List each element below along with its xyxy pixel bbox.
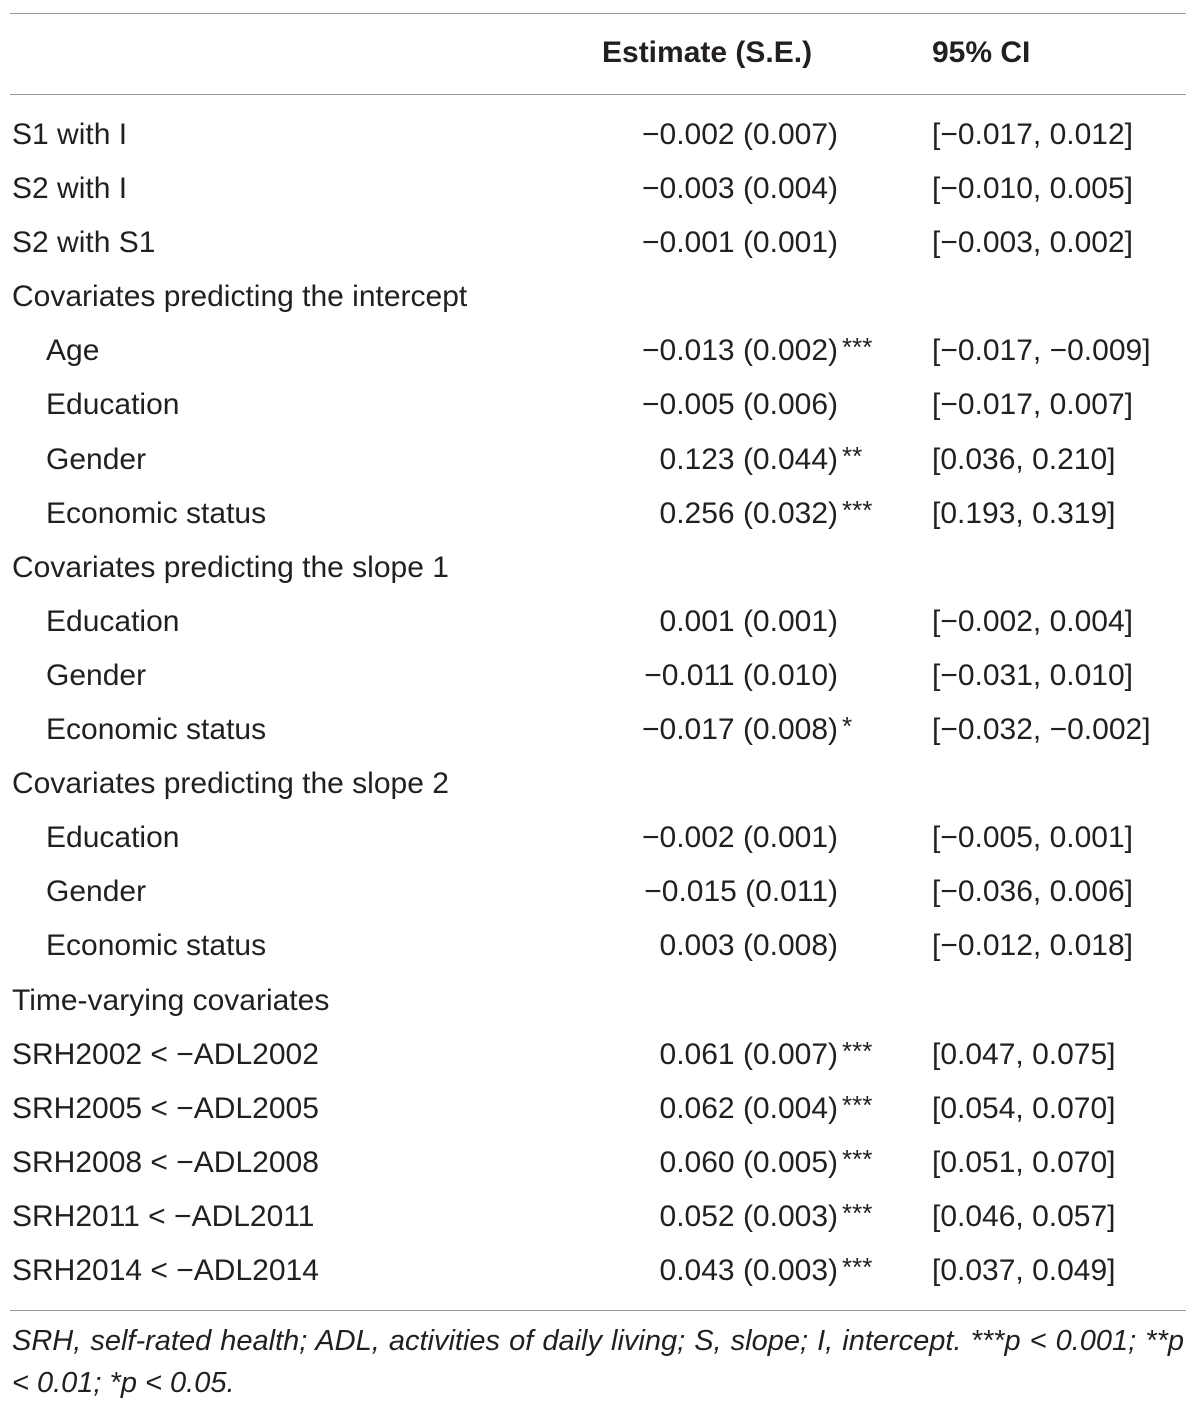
estimate-value: −0.017 (0.008) [642,713,838,747]
ci-cell: [−0.031, 0.010] [932,658,1134,692]
estimate-value: 0.123 (0.044) [659,442,838,476]
ci-cell: [−0.003, 0.002] [932,226,1134,260]
estimate-value: 0.062 (0.004) [659,1091,838,1125]
table-row [0,1190,1200,1244]
estimate-value: −0.013 (0.002) [642,334,838,368]
estimate-value: 0.060 (0.005) [659,1145,838,1179]
table-row [0,865,1200,919]
table-row [0,757,1200,811]
ci-cell: [0.037, 0.049] [932,1253,1116,1287]
row-label: Economic status [46,929,267,963]
ci-cell: [0.047, 0.075] [932,1037,1116,1071]
row-label: S2 with S1 [12,226,156,260]
row-label: Covariates predicting the slope 2 [12,767,449,801]
estimate-value: 0.003 (0.008) [659,929,838,963]
estimate-value: −0.003 (0.004) [642,172,838,206]
row-label: Gender [46,442,147,476]
ci-cell: [−0.010, 0.005] [932,172,1134,206]
estimate-value: −0.011 (0.010) [644,658,838,692]
estimate-value: −0.002 (0.007) [642,118,838,151]
table-row [0,1028,1200,1082]
estimate-value: −0.015 (0.011) [644,875,838,909]
row-label: Covariates predicting the slope 1 [12,550,449,584]
estimate-value: 0.043 (0.003) [659,1253,838,1287]
table-row [0,108,1200,162]
significance-stars: *** [842,1197,873,1228]
row-label: SRH2002 < −ADL2002 [12,1037,319,1071]
row-label: Covariates predicting the intercept [12,280,468,314]
estimate-value: −0.005 (0.006) [642,388,838,422]
table-row [0,595,1200,649]
row-label: Education [46,821,180,855]
ci-column-header: 95% CI [932,36,1031,69]
row-label: Age [46,334,100,368]
ci-cell: [0.051, 0.070] [932,1145,1116,1179]
table-row [0,324,1200,378]
significance-stars: *** [842,1143,873,1174]
row-label: S2 with I [12,172,128,206]
table-row [0,1082,1200,1136]
ci-cell: [0.054, 0.070] [932,1091,1116,1125]
table-row [0,1136,1200,1190]
table-row [0,1244,1200,1298]
row-label: Time-varying covariates [12,983,330,1017]
ci-cell: [0.036, 0.210] [932,442,1116,476]
significance-stars: *** [842,1035,873,1066]
estimate-value: 0.001 (0.001) [659,604,838,638]
table-row [0,974,1200,1028]
row-label: Gender [46,875,147,909]
significance-stars: ** [842,440,863,471]
row-label: SRH2014 < −ADL2014 [12,1253,319,1287]
significance-stars: *** [842,1089,873,1120]
row-label: SRH2005 < −ADL2005 [12,1091,319,1125]
estimate-column-header: Estimate (S.E.) [602,36,813,69]
significance-stars: *** [842,332,873,363]
table-row [0,433,1200,487]
table-row [0,541,1200,595]
estimate-value: 0.256 (0.032) [659,496,838,530]
ci-cell: [−0.017, −0.009] [932,334,1151,368]
row-label: Economic status [46,496,267,530]
ci-cell: [−0.002, 0.004] [932,604,1134,638]
ci-cell: [−0.012, 0.018] [932,929,1134,963]
table-row [0,216,1200,270]
table-footnote: SRH, self-rated health; ADL, activities of daily living; S, slope; I, intercept. ***p < 0.001; **p < 0.01; *p < 0.05. [12,1325,1184,1399]
row-label: Economic status [46,713,267,747]
ci-cell: [−0.036, 0.006] [932,875,1134,909]
estimate-value: −0.002 (0.001) [642,821,838,855]
row-label: Education [46,388,180,422]
table-row [0,378,1200,432]
ci-cell: [−0.032, −0.002] [932,713,1151,747]
row-label: Education [46,604,180,638]
table-row [0,270,1200,324]
row-label: SRH2011 < −ADL2011 [12,1199,315,1233]
ci-cell: [0.046, 0.057] [932,1199,1116,1233]
table-header-rule [10,94,1186,95]
table-row [0,919,1200,973]
estimate-value: 0.052 (0.003) [659,1199,838,1233]
table-row [0,811,1200,865]
ci-cell: [−0.017, 0.012] [932,118,1134,151]
table-bottom-rule [10,1310,1186,1311]
estimate-value: 0.061 (0.007) [659,1037,838,1071]
table-top-rule [10,13,1186,14]
significance-stars: *** [842,1251,873,1282]
ci-cell: [−0.005, 0.001] [932,821,1134,855]
table-header-row [0,28,1200,78]
table-row [0,162,1200,216]
row-label: S1 with I [12,118,128,151]
table-row [0,703,1200,757]
row-label: Gender [46,658,147,692]
ci-cell: [0.193, 0.319] [932,496,1116,530]
significance-stars: * [842,711,853,742]
table-row [0,649,1200,703]
estimate-value: −0.001 (0.001) [642,226,838,260]
significance-stars: *** [842,494,873,525]
row-label: SRH2008 < −ADL2008 [12,1145,319,1179]
ci-cell: [−0.017, 0.007] [932,388,1134,422]
table-row [0,487,1200,541]
table-body [0,108,1200,1298]
